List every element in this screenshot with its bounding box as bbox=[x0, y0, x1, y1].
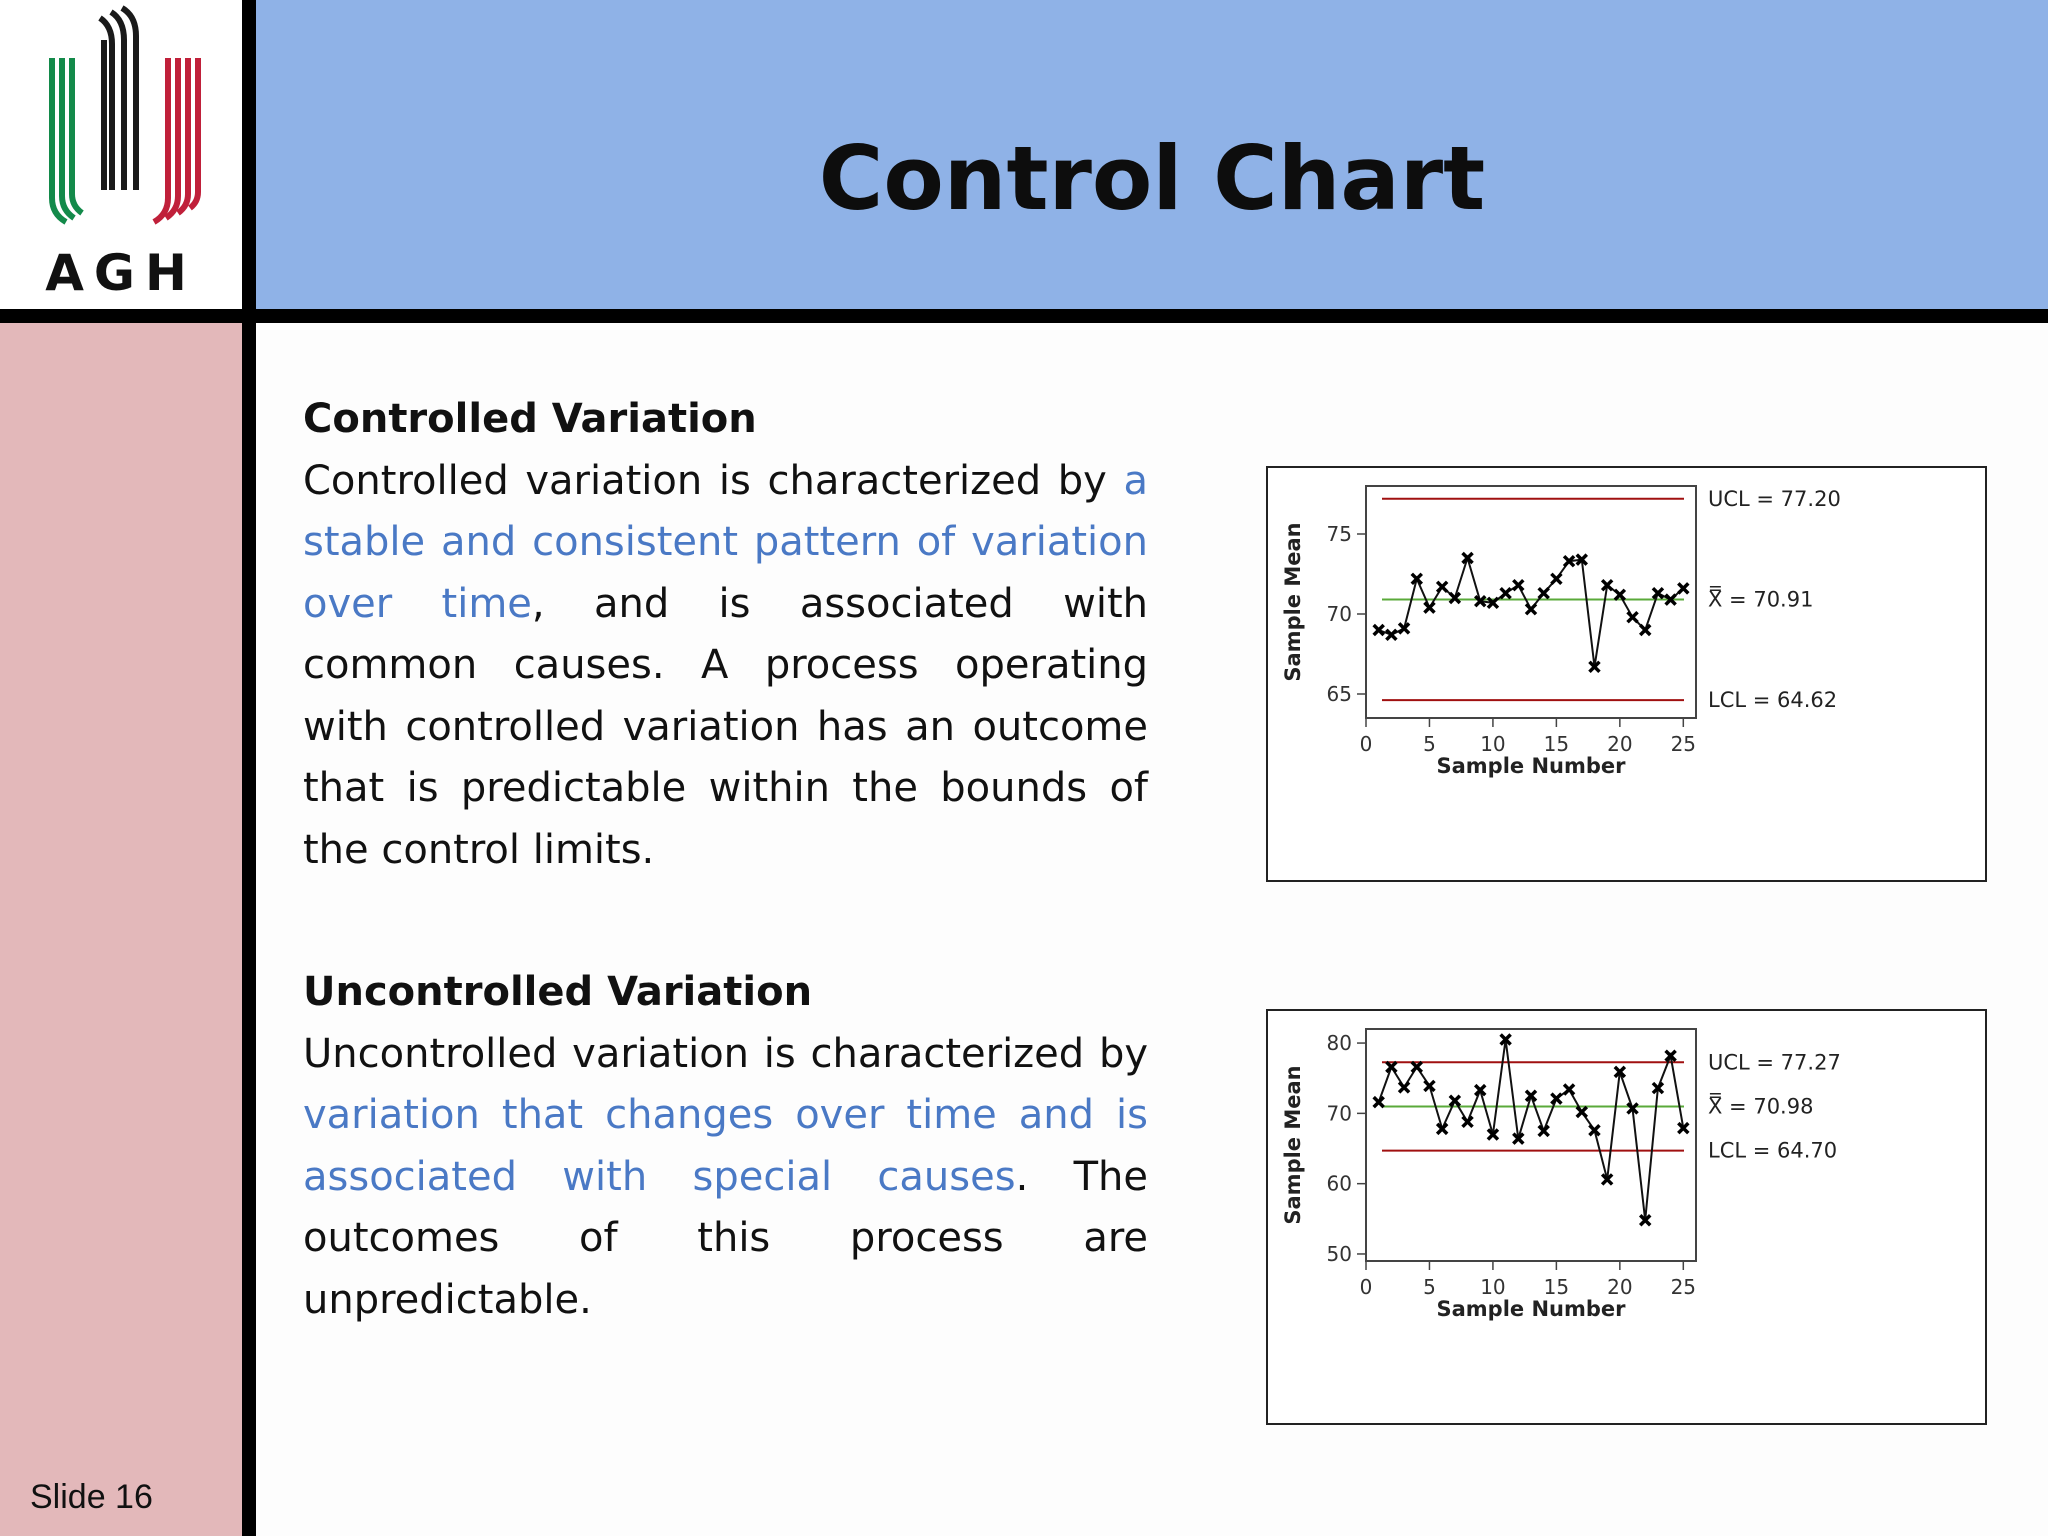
data-point bbox=[1526, 604, 1536, 614]
logo-wordmark: AGH bbox=[45, 244, 197, 302]
series-line bbox=[1379, 1040, 1684, 1221]
controlled-chart-svg bbox=[1268, 468, 1985, 880]
slide-number: Slide 16 bbox=[30, 1478, 153, 1516]
data-point bbox=[1678, 583, 1688, 593]
plot-area bbox=[1366, 486, 1696, 718]
data-point bbox=[1386, 630, 1396, 640]
data-point bbox=[1513, 580, 1523, 590]
controlled-variation-text bbox=[303, 451, 1148, 882]
y-axis-title: Sample Mean bbox=[1281, 1065, 1305, 1225]
uncontrolled-chart-svg bbox=[1268, 1011, 1985, 1423]
agh-logo bbox=[0, 0, 242, 309]
data-point bbox=[1463, 1117, 1473, 1127]
uncontrolled-text-highlight: variation that changes over time and is associated with special causes bbox=[303, 1092, 1148, 1200]
uncontrolled-variation-section bbox=[303, 962, 1148, 1331]
agh-logo-graphic bbox=[0, 0, 242, 309]
controlled-text-highlight: a stable and consistent pattern of variation over time bbox=[303, 457, 1148, 627]
sidebar-divider bbox=[242, 0, 256, 1536]
center-label: X̿ = 70.91 bbox=[1708, 587, 1814, 612]
data-point bbox=[1615, 590, 1625, 600]
data-point bbox=[1577, 1107, 1587, 1117]
controlled-control-chart bbox=[1266, 466, 1987, 882]
x-tick-label: 25 bbox=[1670, 1275, 1697, 1299]
data-point bbox=[1374, 1097, 1384, 1107]
x-axis-title: Sample Number bbox=[1436, 1297, 1626, 1321]
data-point bbox=[1501, 588, 1511, 598]
data-point bbox=[1539, 1126, 1549, 1136]
logo-green-stripes bbox=[52, 58, 82, 222]
uncontrolled-variation-text bbox=[303, 1024, 1148, 1332]
controlled-variation-heading: Controlled Variation bbox=[303, 396, 757, 442]
x-axis-title: Sample Number bbox=[1436, 754, 1626, 778]
data-point bbox=[1399, 1082, 1409, 1092]
y-tick-label: 80 bbox=[1326, 1031, 1352, 1056]
title-bar bbox=[256, 0, 2048, 309]
center-label: X̿ = 70.98 bbox=[1708, 1094, 1814, 1119]
x-tick-label: 5 bbox=[1423, 732, 1436, 756]
header-divider bbox=[0, 309, 2048, 323]
data-point bbox=[1437, 582, 1447, 592]
x-tick-label: 0 bbox=[1359, 1275, 1373, 1299]
x-tick-label: 0 bbox=[1359, 732, 1373, 756]
y-tick-label: 65 bbox=[1326, 682, 1352, 706]
logo-red-stripes bbox=[154, 58, 198, 222]
x-tick-label: 20 bbox=[1607, 732, 1633, 756]
ucl-label: UCL = 77.20 bbox=[1708, 486, 1841, 511]
x-tick-label: 10 bbox=[1480, 1275, 1506, 1299]
y-axis-title: Sample Mean bbox=[1281, 522, 1305, 682]
y-tick-label: 75 bbox=[1326, 522, 1352, 546]
logo-black-stripes bbox=[100, 8, 136, 190]
x-tick-label: 15 bbox=[1543, 1275, 1570, 1299]
data-point bbox=[1628, 612, 1638, 622]
data-point bbox=[1640, 625, 1650, 635]
x-tick-label: 15 bbox=[1543, 732, 1570, 756]
data-point bbox=[1424, 1081, 1434, 1091]
y-tick-label: 70 bbox=[1326, 602, 1352, 626]
uncontrolled-text-part-1: Uncontrolled variation is characterized by bbox=[303, 1030, 1148, 1077]
data-point bbox=[1564, 1084, 1574, 1094]
data-point bbox=[1374, 625, 1384, 635]
y-tick-label: 60 bbox=[1326, 1171, 1352, 1196]
y-tick-label: 50 bbox=[1326, 1241, 1352, 1266]
data-point bbox=[1386, 1062, 1396, 1072]
x-tick-label: 5 bbox=[1423, 1275, 1436, 1299]
controlled-text-part-1: Controlled variation is characterized by bbox=[303, 457, 1124, 504]
slide-title: Control Chart bbox=[818, 127, 1486, 230]
x-tick-label: 10 bbox=[1480, 732, 1506, 756]
sidebar-panel bbox=[0, 323, 242, 1536]
data-point bbox=[1450, 593, 1460, 603]
lcl-label: LCL = 64.62 bbox=[1708, 688, 1838, 713]
data-point bbox=[1653, 588, 1663, 598]
y-tick-label: 70 bbox=[1326, 1101, 1352, 1126]
controlled-variation-section bbox=[303, 389, 1148, 881]
data-point bbox=[1412, 1062, 1422, 1072]
lcl-label: LCL = 64.70 bbox=[1708, 1138, 1838, 1163]
data-point bbox=[1450, 1096, 1460, 1106]
data-point bbox=[1551, 574, 1561, 584]
controlled-text-part-2: , and is associated with common causes. A process operating with controlled variation has an outcome that is predictable within the bounds of the control limits. bbox=[303, 580, 1148, 873]
uncontrolled-text-part-2: . The outcomes of this process are unpredictable. bbox=[303, 1153, 1149, 1323]
uncontrolled-variation-heading: Uncontrolled Variation bbox=[303, 969, 813, 1015]
x-tick-label: 20 bbox=[1607, 1275, 1633, 1299]
ucl-label: UCL = 77.27 bbox=[1708, 1050, 1841, 1075]
x-tick-label: 25 bbox=[1670, 732, 1697, 756]
data-point bbox=[1539, 588, 1549, 598]
uncontrolled-control-chart bbox=[1266, 1009, 1987, 1425]
data-point bbox=[1551, 1094, 1561, 1104]
data-point bbox=[1424, 603, 1434, 613]
